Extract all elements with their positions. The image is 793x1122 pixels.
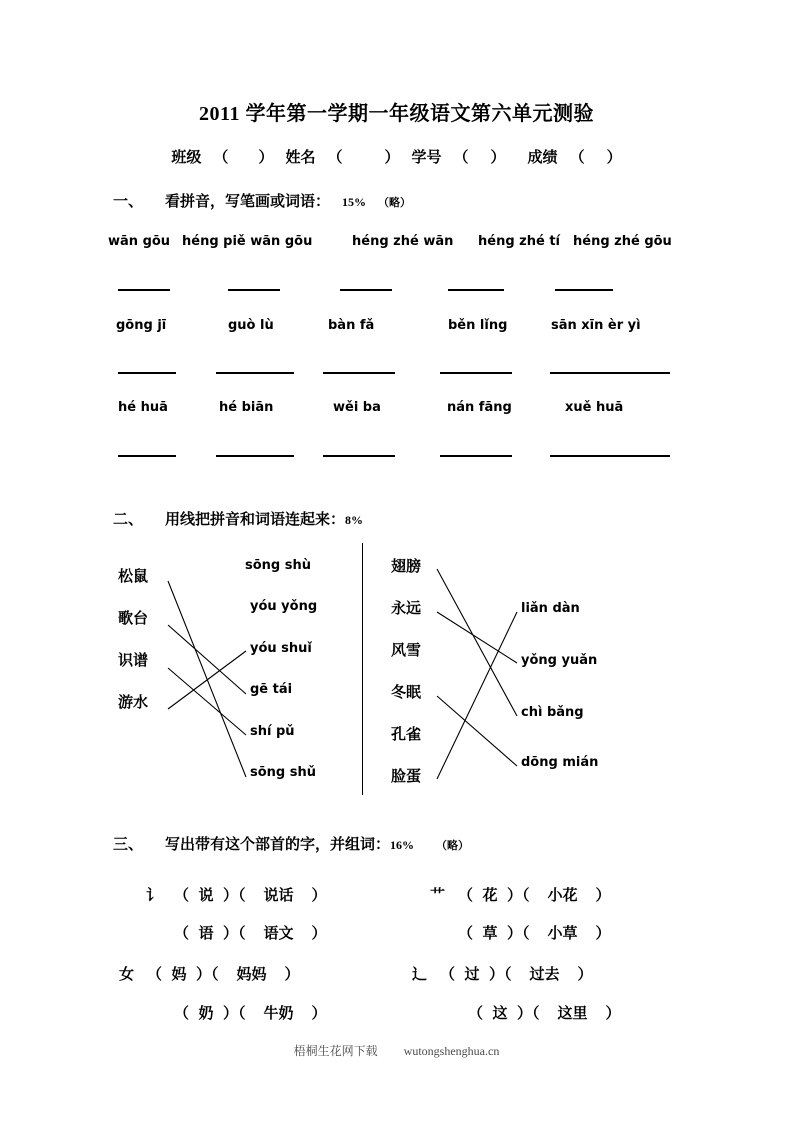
- answer-char[interactable]: 说: [198, 886, 214, 904]
- answer-word[interactable]: 这里: [557, 1004, 588, 1022]
- info-field-name: 姓名 （ ）: [285, 150, 400, 166]
- answer-word[interactable]: 牛奶: [263, 1004, 294, 1022]
- answer-word[interactable]: 说话: [263, 886, 294, 904]
- pinyin-word: hé biān: [219, 400, 274, 415]
- answer-char[interactable]: 花: [482, 886, 498, 904]
- page-title: 2011 学年第一学期一年级语文第六单元测验: [199, 103, 594, 125]
- info-label-class: 班级: [171, 150, 202, 166]
- footer-site-name: 梧桐生花网下载: [293, 1044, 378, 1058]
- match-word-dongmian[interactable]: 冬眠: [391, 683, 422, 701]
- section-3-title: 写出带有这个部首的字，并组词：: [165, 837, 391, 853]
- answer-word[interactable]: 妈妈: [236, 965, 267, 983]
- answer-char[interactable]: 妈: [171, 965, 187, 983]
- answer-word[interactable]: 语文: [263, 924, 294, 942]
- radical-row-1-right: 艹 （ 花 ）（ 小花 ）: [430, 886, 611, 904]
- radical-row-4-right: （ 这 ）（ 这里 ）: [468, 1004, 621, 1022]
- section-3-heading: [113, 833, 469, 854]
- radical-row-1-left: 讠 （ 说 ）（ 说话 ）: [146, 886, 327, 904]
- answer-char[interactable]: 语: [198, 924, 214, 942]
- match-word-fengxue[interactable]: 风雪: [391, 641, 422, 659]
- answer-char[interactable]: 奶: [198, 1004, 214, 1022]
- match-word-yongyuan[interactable]: 永远: [391, 599, 422, 617]
- match-word-chibang[interactable]: 翅膀: [391, 557, 422, 575]
- section-1-note: （略）: [378, 197, 412, 209]
- match-word-getai[interactable]: 歌台: [118, 609, 149, 627]
- match-word-youshui[interactable]: 游水: [118, 693, 149, 711]
- info-label-id: 学号: [411, 150, 442, 166]
- radical-row-3-right: 辶 （ 过 ）（ 过去 ）: [412, 965, 593, 983]
- match-pinyin-youyong[interactable]: yóu yǒng: [250, 599, 318, 614]
- pinyin-word: hé huā: [118, 400, 168, 415]
- stroke-name-1: wān gōu: [108, 234, 171, 249]
- stroke-name-4: héng zhé tí: [478, 234, 560, 249]
- pinyin-word: běn lǐng: [448, 318, 508, 333]
- match-pinyin-getai[interactable]: gē tái: [250, 682, 293, 697]
- section-1-title: 看拼音，写笔画或词语：: [165, 194, 331, 210]
- info-label-name: 姓名: [285, 150, 316, 166]
- answer-char[interactable]: 这: [492, 1004, 508, 1022]
- answer-char[interactable]: 草: [482, 924, 498, 942]
- pinyin-word: sān xīn èr yì: [551, 318, 641, 333]
- match-pinyin-shipu[interactable]: shí pǔ: [250, 724, 295, 739]
- answer-word[interactable]: 过去: [529, 965, 560, 983]
- info-field-class: 班级 （ ）: [171, 150, 274, 166]
- section-3-number: 三、: [113, 837, 144, 853]
- radical-char: 辶: [412, 965, 428, 983]
- pinyin-word: guò lù: [228, 318, 274, 333]
- section-1-number: 一、: [113, 194, 144, 210]
- match-pinyin-dongmian[interactable]: dōng mián: [521, 755, 599, 770]
- answer-char[interactable]: 过: [464, 965, 480, 983]
- stroke-name-3: héng zhé wān: [352, 234, 454, 249]
- section-2-points: 8%: [345, 513, 364, 527]
- match-word-songshu[interactable]: 松鼠: [118, 567, 149, 585]
- match-pinyin-songshu-tree[interactable]: sōng shù: [245, 558, 312, 573]
- match-word-liandan[interactable]: 脸蛋: [391, 767, 422, 785]
- pinyin-word: wěi ba: [333, 400, 381, 415]
- info-field-score: 成绩 （ ）: [527, 150, 622, 166]
- section-3-points: 16%: [390, 838, 415, 852]
- match-pinyin-yongyuan[interactable]: yǒng yuǎn: [521, 653, 598, 668]
- match-word-kongque[interactable]: 孔雀: [391, 725, 422, 743]
- match-pinyin-songshu-squirrel[interactable]: sōng shǔ: [250, 765, 317, 780]
- info-field-id: 学号 （ ）: [411, 150, 506, 166]
- radical-row-2-right: （ 草 ）（ 小草 ）: [458, 924, 611, 942]
- section-2-number: 二、: [113, 512, 144, 528]
- answer-word[interactable]: 小草: [547, 924, 578, 942]
- radical-char: 艹: [430, 886, 446, 904]
- match-pinyin-liandan[interactable]: liǎn dàn: [521, 601, 580, 616]
- section-1-points: 15%: [342, 195, 367, 209]
- section-3-note: （略）: [436, 840, 470, 852]
- radical-row-2-left: （ 语 ）（ 语文 ）: [174, 924, 327, 942]
- stroke-name-2: héng piě wān gōu: [182, 234, 313, 249]
- radical-char: 女: [119, 965, 135, 983]
- footer-watermark: [0, 1042, 793, 1059]
- pinyin-word: gōng jī: [116, 318, 167, 333]
- pinyin-word: bàn fǎ: [328, 318, 375, 333]
- pinyin-word: xuě huā: [565, 400, 624, 415]
- stroke-name-5: héng zhé gōu: [573, 234, 672, 249]
- match-pinyin-youshui[interactable]: yóu shuǐ: [250, 641, 312, 656]
- footer-site-url: wutongshenghua.cn: [403, 1044, 500, 1058]
- pinyin-word: nán fāng: [447, 400, 512, 415]
- section-2-title: 用线把拼音和词语连起来：: [165, 512, 346, 528]
- info-label-score: 成绩: [527, 150, 558, 166]
- match-word-shipu[interactable]: 识谱: [118, 651, 149, 669]
- match-pinyin-chibang[interactable]: chì bǎng: [521, 705, 584, 720]
- radical-row-4-left: （ 奶 ）（ 牛奶 ）: [174, 1004, 327, 1022]
- radical-char: 讠: [146, 886, 162, 904]
- radical-row-3-left: 女 （ 妈 ）（ 妈妈 ）: [119, 965, 300, 983]
- answer-word[interactable]: 小花: [547, 886, 578, 904]
